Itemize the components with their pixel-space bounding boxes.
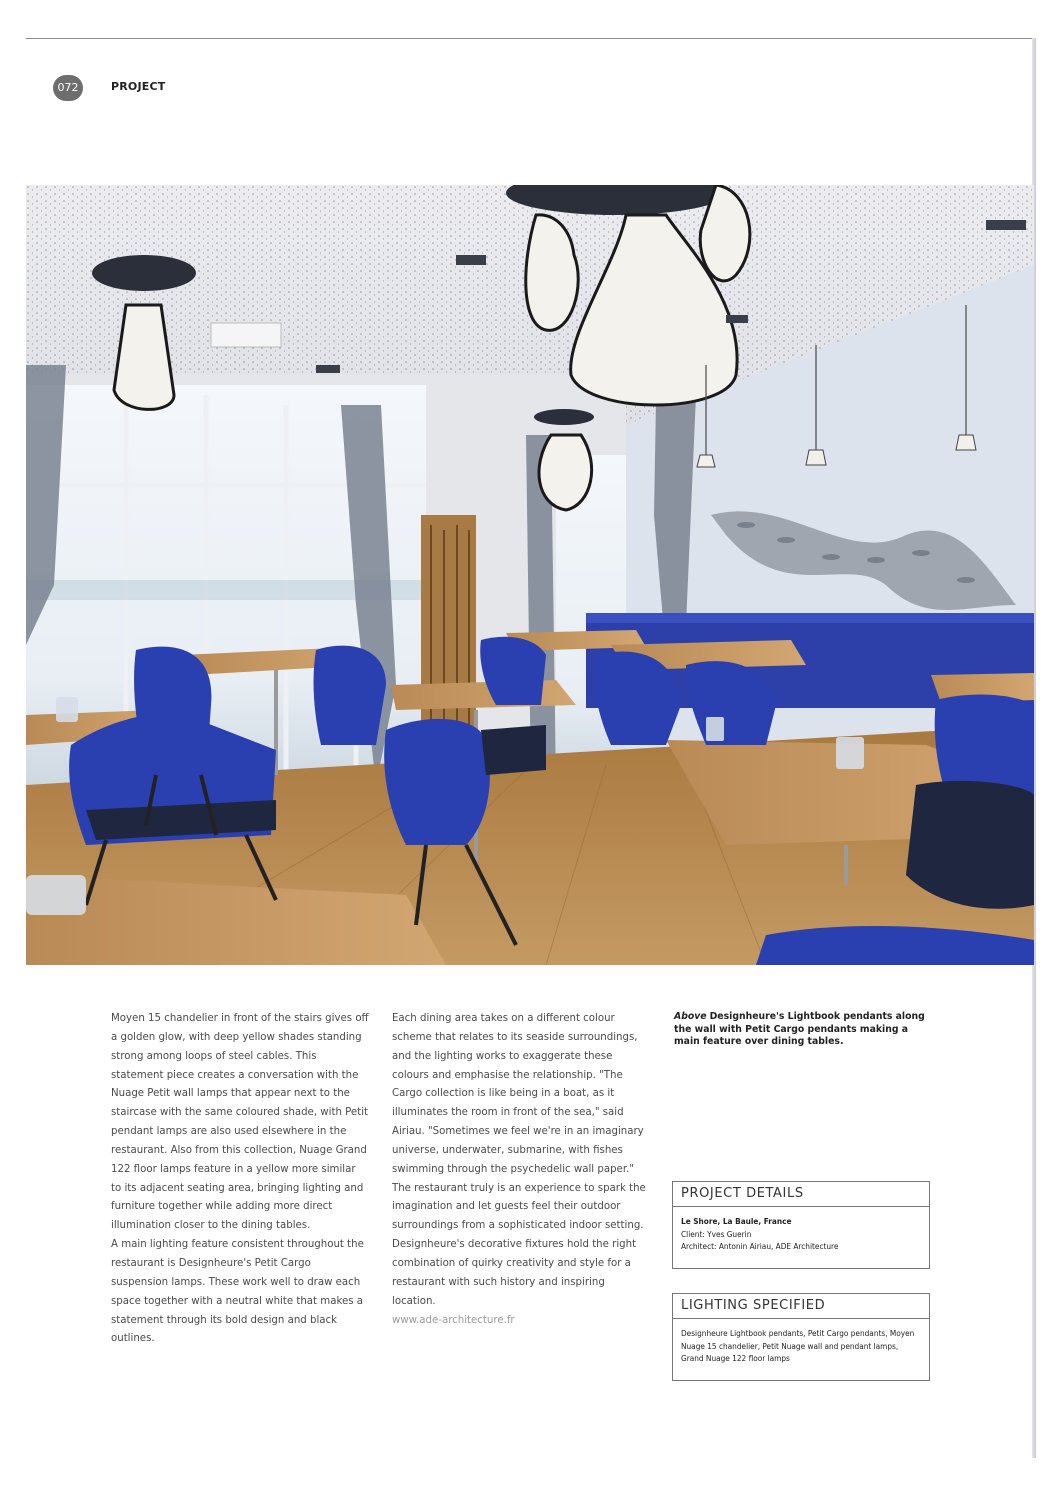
lighting-specified-title: LIGHTING SPECIFIED [673, 1294, 929, 1319]
website-link[interactable]: www.ade-architecture.fr [392, 1314, 515, 1326]
lighting-specified-box [672, 1293, 930, 1381]
top-rule [26, 38, 1034, 39]
project-client: Client: Yves Guerin [681, 1228, 752, 1239]
caption-text: Designheure's Lightbook pendants along the wall with Petit Cargo pendants making a main feature over dining tables. [674, 1011, 925, 1047]
section-label: PROJECT [111, 80, 166, 93]
article-paragraph: Moyen 15 chandelier in front of the stairs gives off a golden glow, with deep yellow shades standing strong among loops of steel cables. This statement piece creates a conversation with the Nuage Petit wall lamps that appear next to the staircase with the same coloured shade, with Petit pendant lamps are also used elsewhere in the restaurant. Also from this collection, Nuage Grand 122 floor lamps feature in a yellow more similar to its adjacent seating area, bringing lighting and furniture together while adding more direct illumination closer to the dining tables. [111, 1013, 369, 1232]
restaurant-photo [26, 185, 1034, 965]
article-paragraph: A main lighting feature consistent throughout the restaurant is Designheure's Petit Cargo suspension lamps. These work well to draw each space together with a neutral white that makes a statement through its bold design and black outlines. [111, 1239, 364, 1345]
photo-caption [674, 1011, 936, 1049]
article-column-2 [392, 1010, 650, 1330]
article-paragraph: Each dining area takes on a different colour scheme that relates to its seaside surroundings, and the lighting works to exaggerate these colours and emphasise the relationship. "The Cargo collection is like being in a boat, as it illuminates the room in front of the sea," said Airiau. "Sometimes we feel we're in an imaginary universe, underwater, submarine, with fishes swimming through the psychedelic wall paper." [392, 1013, 644, 1175]
project-architect: Architect: Antonin Airiau, ADE Architecture [681, 1241, 839, 1251]
lighting-specified-text: Designheure Lightbook pendants, Petit Cargo pendants, Moyen Nuage 15 chandelier, Petit Nuage wall and pendant lamps, Grand Nuage 122 floor lamps [681, 1328, 915, 1363]
project-location: Le Shore, La Baule, France [681, 1216, 792, 1226]
project-details-title: PROJECT DETAILS [673, 1182, 929, 1207]
page-number-badge: 072 [53, 75, 83, 101]
article-paragraph: The restaurant truly is an experience to spark the imagination and let guests feel their outdoor surroundings from a sophisticated indoor setting. Designheure's decorative fixtures hold the right combination of quirky creativity and style for a restaurant with such history and inspiring location. [392, 1182, 646, 1307]
article-column-1 [111, 1010, 369, 1349]
caption-lead: Above [674, 1011, 707, 1022]
project-details-box [672, 1181, 930, 1269]
